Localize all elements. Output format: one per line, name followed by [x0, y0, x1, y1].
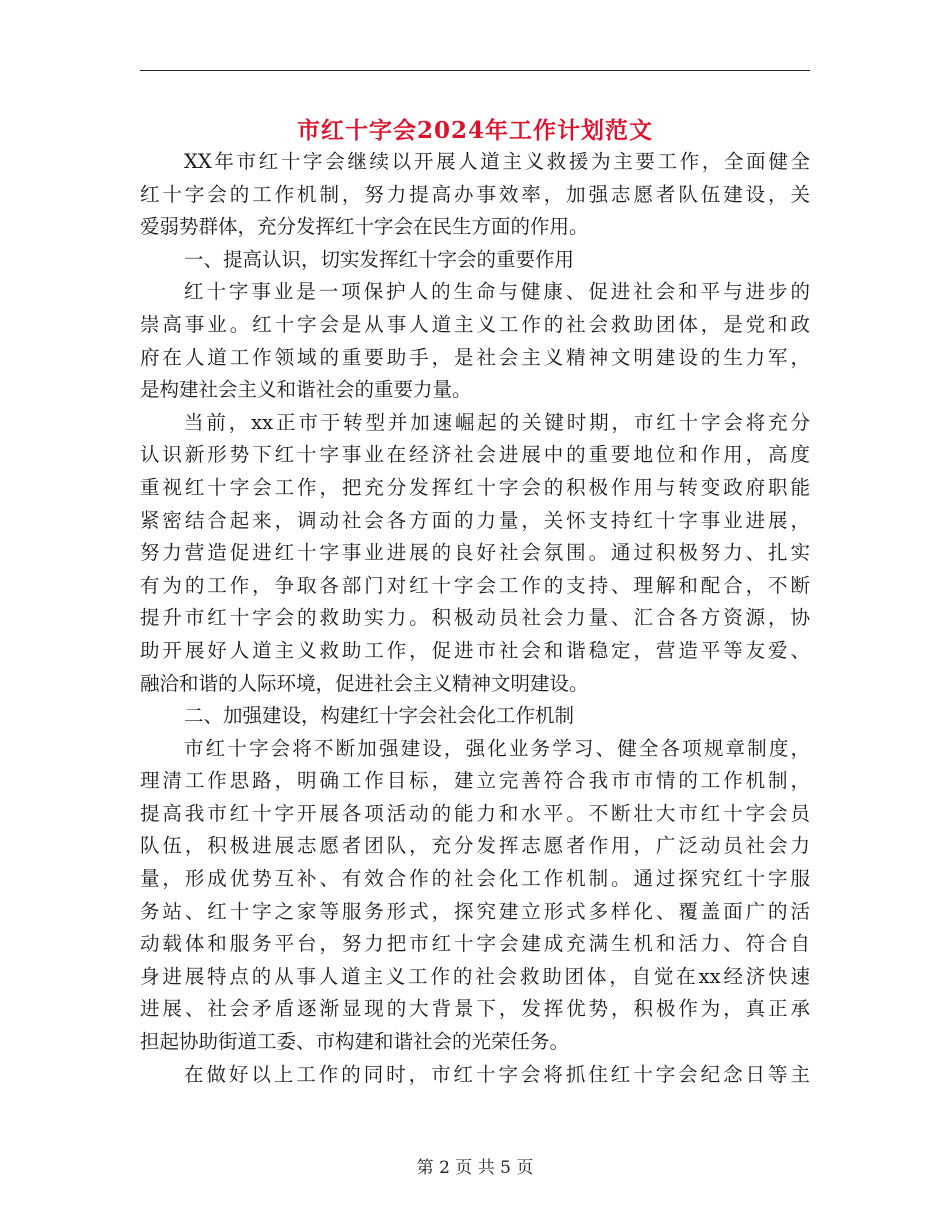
text-line: 重视红十字会工作，把充分发挥红十字会的积极作用与转变政府职能 [140, 475, 810, 499]
text-line: 红十字事业是一项保护人的生命与健康、促进社会和平与进步的 [184, 280, 810, 304]
text-line: 红十字会的工作机制，努力提高办事效率，加强志愿者队伍建设，关 [140, 182, 810, 206]
page-number: 第 2 页 共 5 页 [416, 1158, 534, 1178]
text-line: 提升市红十字会的救助实力。积极动员社会力量、汇合各方资源，协 [140, 606, 810, 630]
document-title: 市红十字会2024年工作计划范文 [296, 117, 653, 144]
text-line: 融洽和谐的人际环境，促进社会主义精神文明建设。 [140, 671, 589, 695]
text-line: 量，形成优势互补、有效合作的社会化工作机制。通过探究红十字服 [140, 867, 810, 891]
text-line: 动载体和服务平台，努力把市红十字会建成充满生机和活力、符合自 [140, 932, 810, 956]
text-line: 身进展特点的从事人道主义工作的社会救助团体，自觉在xx经济快速 [140, 964, 810, 988]
text-line: 努力营造促进红十字事业进展的良好社会氛围。通过积极努力、扎实 [140, 541, 810, 565]
text-line: XX年市红十字会继续以开展人道主义救援为主要工作，全面健全 [184, 150, 810, 173]
text-line: 助开展好人道主义救助工作，促进市社会和谐稳定，营造平等友爱、 [140, 638, 810, 662]
text-line: 二、加强建设，构建红十字会社会化工作机制 [184, 704, 575, 728]
text-line: 在做好以上工作的同时，市红十字会将抓住红十字会纪念日等主 [184, 1062, 810, 1086]
text-line: 认识新形势下红十字事业在经济社会进展中的重要地位和作用，高度 [140, 443, 810, 467]
text-line: 有为的工作，争取各部门对红十字会工作的支持、理解和配合，不断 [140, 573, 810, 597]
text-line: 进展、社会矛盾逐渐显现的大背景下，发挥优势，积极作为，真正承 [140, 997, 810, 1021]
text-line: 当前，xx正市于转型并加速崛起的关键时期，市红十字会将充分 [184, 410, 810, 434]
text-line: 紧密结合起来，调动社会各方面的力量，关怀支持红十字事业进展， [140, 508, 810, 532]
text-line: 一、提高认识，切实发挥红十字会的重要作用 [184, 247, 575, 271]
text-line: 崇高事业。红十字会是从事人道主义工作的社会救助团体，是党和政 [140, 312, 810, 336]
text-line: 务站、红十字之家等服务形式，探究建立形式多样化、覆盖面广的活 [140, 899, 810, 923]
text-line: 府在人道工作领域的重要助手，是社会主义精神文明建设的生力军， [140, 345, 810, 369]
header-rule [140, 70, 810, 71]
text-line: 队伍，积极进展志愿者团队，充分发挥志愿者作用，广泛动员社会力 [140, 834, 810, 858]
text-line: 提高我市红十字开展各项活动的能力和水平。不断壮大市红十字会员 [140, 801, 810, 825]
document-body [140, 146, 810, 1091]
text-line: 市红十字会将不断加强建设，强化业务学习、健全各项规章制度， [184, 736, 810, 760]
text-line: 爱弱势群体，充分发挥红十字会在民生方面的作用。 [140, 215, 589, 239]
text-line: 担起协助街道工委、市构建和谐社会的光荣任务。 [140, 1030, 570, 1054]
text-line: 理清工作思路，明确工作目标，建立完善符合我市市情的工作机制， [140, 769, 810, 793]
text-line: 是构建社会主义和谐社会的重要力量。 [140, 378, 472, 402]
